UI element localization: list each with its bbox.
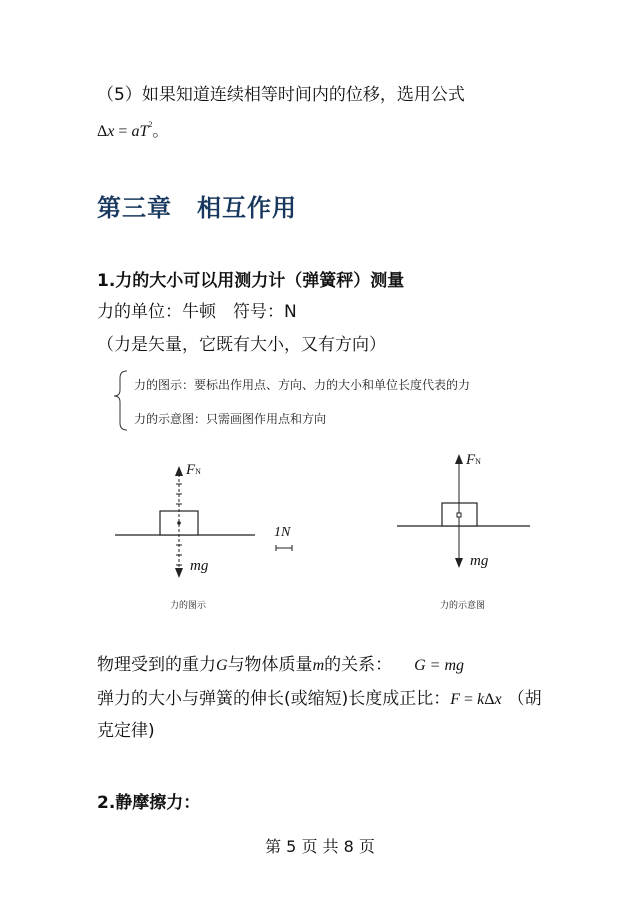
hooke-F: F xyxy=(450,691,461,708)
mg-label-left: mg xyxy=(190,558,209,574)
gravity-formula: G = mg xyxy=(414,657,465,674)
fn-arrowhead-right xyxy=(455,454,463,464)
fn-symbol-right: F xyxy=(466,452,476,468)
hooke-line2: 克定律) xyxy=(97,721,155,741)
hooke-x: x xyxy=(494,691,502,708)
item5-text: （5）如果知道连续相等时间内的位移，选用公式 xyxy=(97,85,465,105)
hooke-delta: Δ xyxy=(484,691,495,708)
unit-line: 力的单位：牛顿 符号：N xyxy=(97,302,297,322)
action-point-left xyxy=(177,521,181,525)
fn-label-right xyxy=(466,452,481,469)
hooke-k: k xyxy=(477,691,485,708)
caption-right: 力的示意图 xyxy=(440,601,486,611)
note-sketch: 力的示意图：只需画图作用点和方向 xyxy=(134,412,327,426)
gravity-line xyxy=(97,654,464,677)
section2-heading: 2.静摩擦力： xyxy=(97,793,201,813)
vector-line: （力是矢量，它既有大小，又有方向） xyxy=(97,335,386,355)
hooke-formula xyxy=(450,691,501,708)
action-point-right xyxy=(457,513,461,517)
mg-arrowhead-left xyxy=(175,568,183,578)
page-footer: 第 5 页 共 8 页 xyxy=(265,837,375,856)
formula-a: a xyxy=(131,123,140,140)
hooke-text: 弹力的大小与弹簧的伸长(或缩短)长度成正比： xyxy=(97,689,451,709)
note-diagram: 力的图示：要标出作用点、方向、力的大小和单位长度代表的力 xyxy=(134,378,471,392)
hooke-text-end: （胡 xyxy=(507,689,542,709)
fn-label-left xyxy=(186,462,201,479)
fn-subscript-left: N xyxy=(195,467,201,476)
formula-T: T xyxy=(139,123,149,140)
formula-end: 。 xyxy=(152,121,169,140)
hooke-line xyxy=(97,688,542,711)
diagram-right xyxy=(397,454,530,568)
mg-arrowhead-right xyxy=(455,558,463,568)
gravity-text-c: 的关系： xyxy=(324,655,393,675)
section1-heading: 1.力的大小可以用测力计（弹簧秤）测量 xyxy=(97,271,405,291)
formula-x: x xyxy=(107,123,115,140)
fn-symbol-left: F xyxy=(186,462,196,478)
chapter-title: 第三章 相互作用 xyxy=(97,194,297,222)
mg-label-right: mg xyxy=(470,553,489,569)
hooke-eq: = xyxy=(460,691,478,708)
gravity-sym-G: G xyxy=(216,657,228,674)
gravity-text-a: 物理受到的重力 xyxy=(97,655,216,675)
formula-exp: 2 xyxy=(148,120,153,129)
scale-label: 1N xyxy=(274,525,291,540)
gravity-sym-m: m xyxy=(312,657,325,674)
formula-delta: Δ xyxy=(97,123,108,140)
fn-arrowhead-left xyxy=(175,466,183,476)
fn-subscript-right: N xyxy=(475,457,481,466)
gravity-text-b: 与物体质量 xyxy=(227,655,313,675)
formula-eq: = xyxy=(114,123,132,140)
caption-left: 力的图示 xyxy=(170,601,207,611)
